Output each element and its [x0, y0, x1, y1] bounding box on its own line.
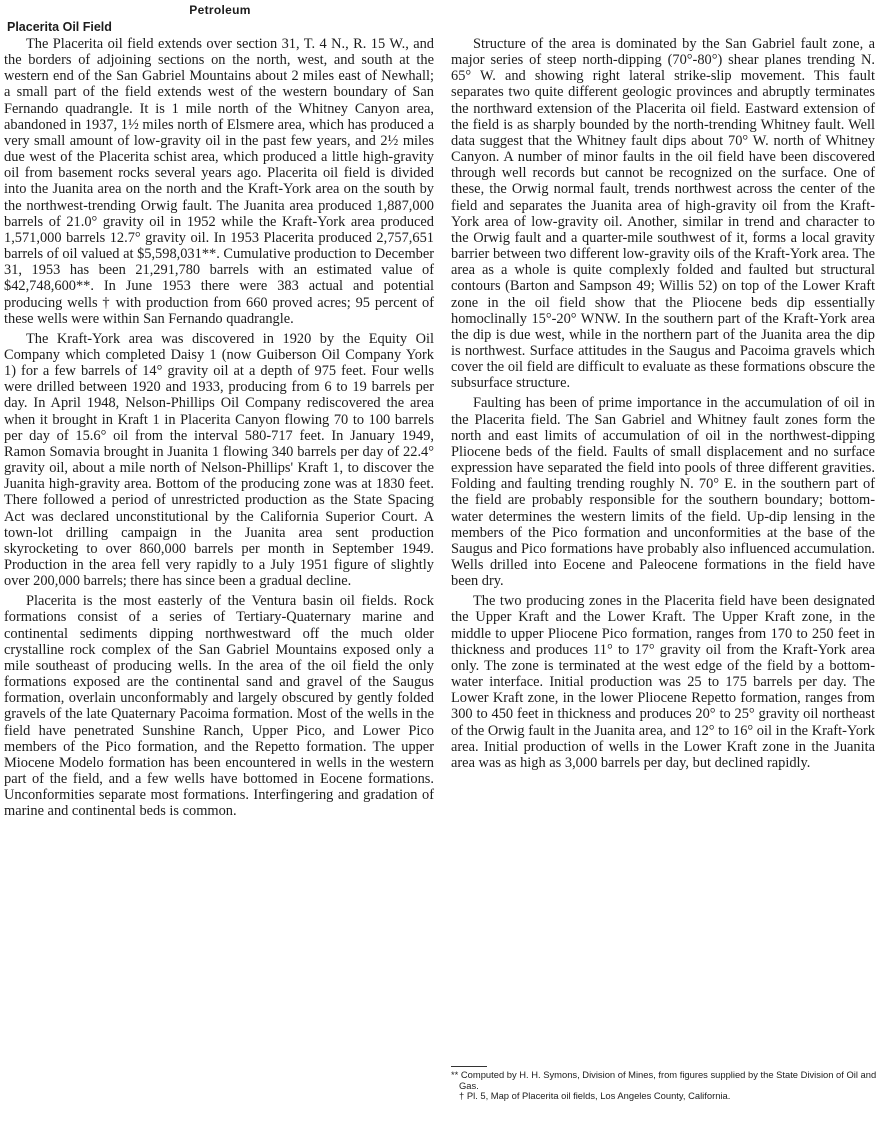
paragraph: Placerita is the most easterly of the Ventura basin oil fields. Rock formations consist of a series of Tertiary-Quaternary marine and continental sediments dipping northwestward off the much older crystalline rock complex of the San Gabriel Mountains exposed only a mile southeast of producing wells. In the area of the oil field the only formations exposed are the continental sand and gravel of the Saugus formation, overlain unconformably and largely obscured by gently folded gravels of the late Quaternary Pacoima formation. Most of the wells in the field have penetrated Sunshine Ranch, Upper Pico, and Lower Pico members of the Pico formation, and the Repetto formation. The upper Miocene Modelo formation has been encountered in wells in the western part of the field, and a few wells have bottomed in Eocene formations. Unconformities separate most formations. Interfingering and gradation of marine and continental beds is common.	[4, 593, 434, 820]
footnote-map-reference: † Pl. 5, Map of Placerita oil fields, Los Angeles County, California.	[459, 1090, 731, 1101]
paragraph: Structure of the area is dominated by the San Gabriel fault zone, a major series of steep north-dipping (70°-80°) shear planes trending N. 65° W. and showing right lateral strike-slip movement. This fault separates two quite different geologic provinces and abruptly terminates the northward extension of the Placerita oil field. Eastward extension of the field is as sharply bounded by the north-trending Whitney fault. Well data suggest that the Whitney fault dips about 70° W. north of Whitney Canyon. A number of minor faults in the oil field have been discovered through well records but cannot be recognized on the surface. One of these, the Orwig normal fault, trends northwest across the center of the field and separates the Juanita area of high-gravity oil from the Kraft-York area of low-gravity oil. Another, similar in trend and character to the Orwig fault and a quarter-mile southwest of it, forms a local gravity barrier between two different low-gravity oils of the Kraft-York area. The area as a whole is quite complexly folded and faulted but structural contours (Barton and Sampson 49; Willis 52) on top of the Lower Kraft zone in the oil field show that the Pliocene beds dip essentially homoclinally 15°-20° WNW. In the southern part of the Kraft-York area the dip is due west, while in the northern part of the Juanita area the dip is northwest. Surface attitudes in the Saugus and Pacoima gravels which cover the oil field are difficult to evaluate as these formations obscure the subsurface structure.	[451, 36, 875, 392]
footnote-production-value: ** Computed by H. H. Symons, Division of Mines, from figures supplied by the State Division of Oil and Gas.	[451, 1069, 877, 1091]
section-heading: Placerita Oil Field	[7, 20, 112, 34]
footnote-divider	[451, 1066, 487, 1067]
paragraph: Faulting has been of prime importance in the accumulation of oil in the Placerita field. The San Gabriel and Whitney fault zones form the north and east limits of accumulation of oil in the northwest-dipping Pliocene beds of the field. Faults of small displacement and no surface expression have separated the field into pools of three different gravities. Folding and faulting trending roughly N. 70° E. in the southern part of the field are probably responsible for the southern boundary; bottom-water determines the western limits of the field. Up-dip lensing in the members of the Pico formation and unconformities at the base of the Saugus and Pico formations have probably also influenced accumulation. Wells drilled into Eocene and Paleocene formations in the field have been dry.	[451, 395, 875, 590]
paragraph: The Placerita oil field extends over section 31, T. 4 N., R. 15 W., and the borders of adjoining sections on the north, west, and south at the western end of the San Gabriel Mountains about 2 miles east of Newhall; a small part of the field extends west of the western boundary of San Fernando quadrangle. It is 1 mile north of the Whitney Canyon area, abandoned in 1937, 1½ miles north of Elsmere area, which has produced a very small amount of low-gravity oil in the past few years, and 2½ miles due west of the Placerita schist area, which produced a little high-gravity oil from basement rocks several years ago. Placerita oil field is divided into the Juanita area on the north and the Kraft-York area on the south by the northwest-trending Orwig fault. The Juanita area produced 1,887,000 barrels of 21.0° gravity oil in 1952 while the Kraft-York area produced 1,571,000 barrels 12.7° gravity oil. In 1953 Placerita produced 2,757,651 barrels of oil valued at $5,598,031**. Cumulative production to December 31, 1953 has been 21,291,780 barrels with an estimated value of $42,748,600**. In June 1953 there were 383 actual and potential producing wells † with production from 660 proved acres; 95 percent of these wells were within San Fernando quadrangle.	[4, 36, 435, 327]
left-column	[4, 36, 434, 824]
paragraph: The Kraft-York area was discovered in 1920 by the Equity Oil Company which completed Daisy 1 (now Guiberson Oil Company York 1) for a few barrels of 14° gravity oil at a depth of 975 feet. Four wells were drilled between 1920 and 1933, producing from 6 to 19 barrels per day. In April 1948, Nelson-Phillips Oil Company rediscovered the area when it brought in Kraft 1 in Placerita Canyon flowing 70 to 100 barrels per day of 15.6° oil from the interval 580-717 feet. In January 1949, Ramon Somavia brought in Juanita 1 flowing 340 barrels per day of 22.4° gravity oil, about a mile north of Nelson-Phillips' Kraft 1, to discover the Juanita high-gravity area. Bottom of the producing zone was at 1830 feet. There followed a period of unrestricted production as the State Spacing Act was declared unconstitutional by the California Superior Court. A town-lot drilling campaign in the Juanita area sent production skyrocketing to over 860,000 barrels per month in September 1949. Production in the area fell very rapidly to a July 1951 figure of slightly over 200,000 barrels; there has since been a gradual decline.	[4, 330, 434, 590]
paragraph: The two producing zones in the Placerita field have been designated the Upper Kraft and the Lower Kraft. The Upper Kraft zone, in the middle to upper Pliocene Pico formation, ranges from 170 to 250 feet in thickness and produces 11° to 17° gravity oil from the Kraft-York area only. The zone is terminated at the west edge of the field by a bottom-water interface. Initial production was 25 to 175 barrels per day. The Lower Kraft zone, in the lower Pliocene Repetto formation, ranges from 300 to 450 feet in thickness and produces 20° to 25° gravity oil northeast of the Orwig fault in the Juanita area, and 12° to 16° oil in the Kraft-York area. Initial production of wells in the Lower Kraft zone in the Juanita area was as high as 3,000 barrels per day, but declined rapidly.	[451, 593, 875, 771]
right-column	[451, 36, 875, 775]
footnotes	[451, 1070, 881, 1102]
running-head: Petroleum	[189, 3, 251, 17]
